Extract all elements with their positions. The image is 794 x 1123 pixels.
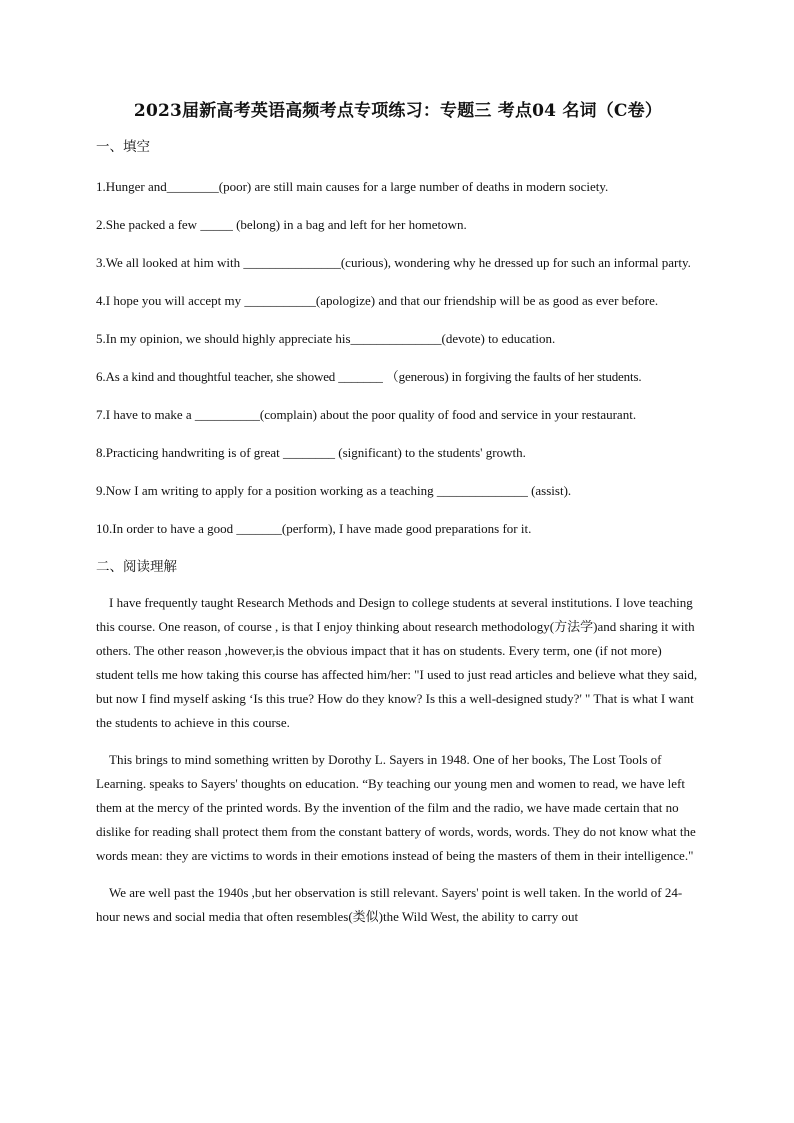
question-7: 7.I have to make a __________(complain) about the poor quality of food and service in your restaurant. [96,407,637,422]
passage-paragraph-1: I have frequently taught Research Methods and Design to college students at several institutions. I love teaching this course. One reason, of course , is that I enjoy thinking about research methodology(方法学)and sharing it with others. The other reason ,however,is the obvious impact that it has on students. Every term, one (if not more) student tells me how taking this course has affected him/her: "I used to just read articles and believe what they said, but now I find myself asking ‘Is this true? How do they know? Is this a well-designed study?' " That is what I want the students to achieve in this course. [96,595,698,730]
passage-paragraph-3: We are well past the 1940s ,but her observation is still relevant. Sayers' point is well taken. In the world of 24-hour news and social media that often resembles(类似)the Wild West, the ability to carry out [96,885,683,924]
question-4: 4.I hope you will accept my ___________(apologize) and that our friendship will be as good as ever before. [96,293,659,308]
passage-paragraph-2: This brings to mind something written by Dorothy L. Sayers in 1948. One of her books, The Lost Tools of Learning. speaks to Sayers' thoughts on education. “By teaching our young men and women to read, we have left them at the mercy of the printed words. By the invention of the film and the radio, we have made certain that no dislike for reading shall protect them from the constant battery of words, words, words. They do not know what the words mean: they are victims to words in their emotions instead of being the masters of them in their intelligence." [96,752,696,863]
question-3: 3.We all looked at him with _______________(curious), wondering why he dressed up for such an informal party. [96,255,691,270]
section-heading-reading: 二、阅读理解 [96,559,177,575]
question-2: 2.She packed a few _____ (belong) in a bag and left for her hometown. [96,217,467,232]
document-title: 2023届新高考英语高频考点专项练习：专题三 考点04 名词（C卷） [133,101,663,121]
reading-passage [96,591,700,929]
section-heading-fill-in: 一、填空 [96,139,150,155]
question-9: 9.Now I am writing to apply for a position working as a teaching ______________ (assist). [96,483,572,498]
question-1: 1.Hunger and________(poor) are still main causes for a large number of deaths in modern society. [96,179,609,194]
fill-in-question-list [96,175,700,540]
question-8: 8.Practicing handwriting is of great ________ (significant) to the students' growth. [96,445,526,460]
question-5: 5.In my opinion, we should highly appreciate his______________(devote) to education. [96,331,556,346]
question-10: 10.In order to have a good _______(perform), I have made good preparations for it. [96,521,532,536]
question-6: 6.As a kind and thoughtful teacher, she showed _______ （generous) in forgiving the faults of her students. [96,369,642,384]
document-page [96,96,700,942]
